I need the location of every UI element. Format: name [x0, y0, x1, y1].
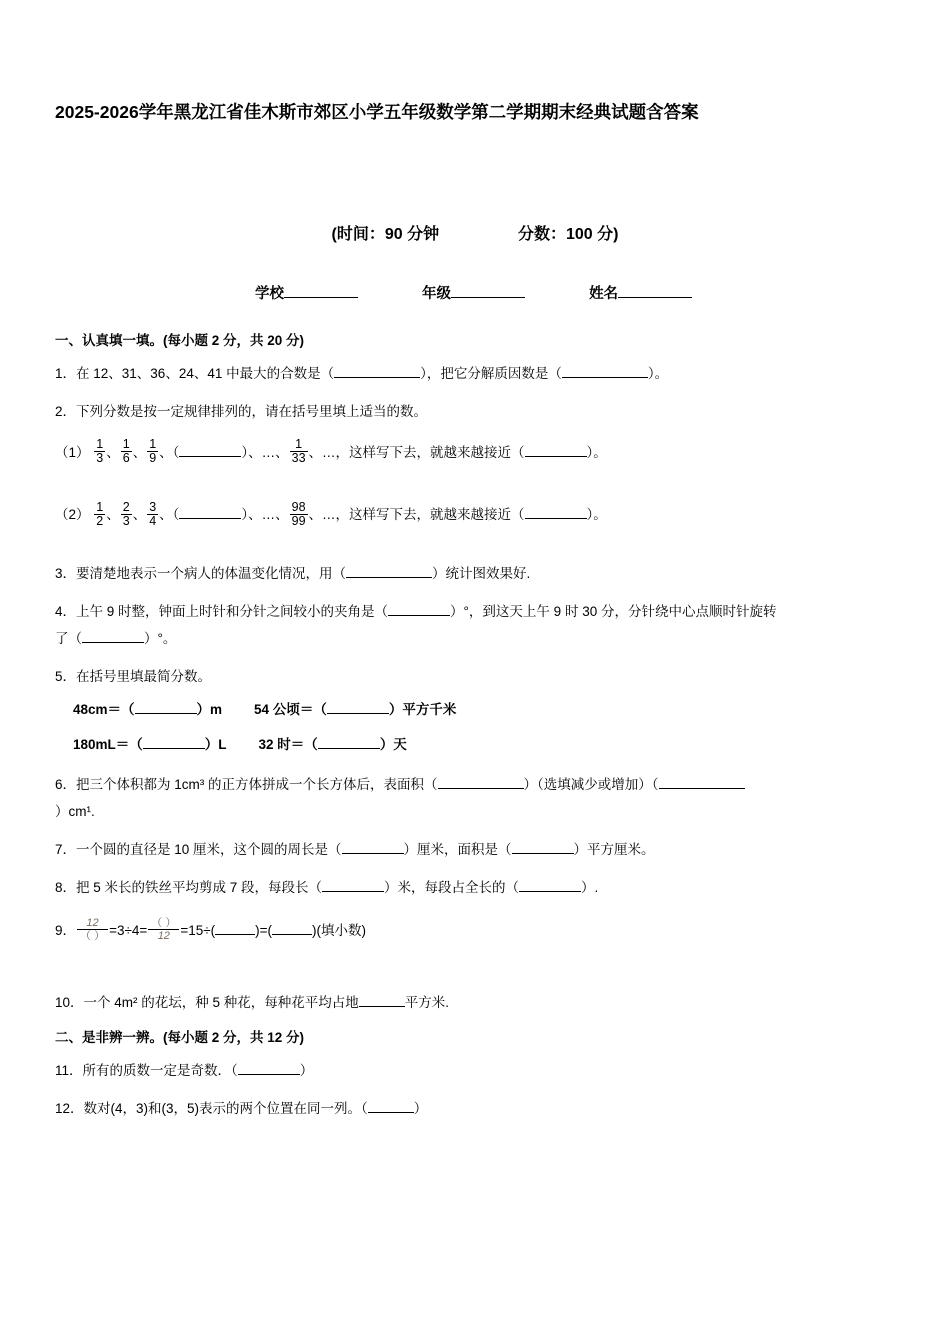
fraction: $\frac{1}{9}$ [149, 437, 157, 466]
answer-blank[interactable] [525, 456, 587, 457]
student-fields [55, 282, 895, 303]
answer-blank[interactable] [135, 713, 197, 714]
exam-score-label: 分数：100 分) [518, 225, 619, 243]
question-1: 1．在 12、31、36、24、41 中最大的合数是（ ），把它分解质因数是（ ）。 [55, 365, 669, 381]
answer-blank[interactable] [238, 1074, 300, 1075]
fraction-with-blank[interactable]: （ ） 12 [148, 917, 179, 942]
question-2-sub-2: （2） $\frac{1}{2}$ 、 $\frac{2}{3}$ 、 $\frac{3}{4}$ 、（ ）、…、 $\frac{98}{99}$ 、…，这样写下去，就越来越接近（ ）。 [55, 499, 607, 528]
answer-blank[interactable] [368, 1112, 414, 1113]
question-9: 9． 12 （ ） =3÷4= （ ） 12 =15÷( )=( )(填小数) [55, 917, 367, 943]
fraction: $\frac{1}{3}$ [96, 437, 104, 466]
answer-blank[interactable] [215, 934, 255, 935]
fraction-with-blank[interactable]: 12 （ ） [77, 917, 108, 942]
question-4: 4．上午 9 时整，钟面上时针和分针之间较小的夹角是（ ）°，到这天上午 9 时 30 分，分针绕中心点顺时针旋转 了（ ）°。 [55, 604, 777, 647]
fraction: $\frac{1}{33}$ [291, 437, 306, 466]
answer-blank[interactable] [359, 1006, 405, 1007]
answer-blank[interactable] [342, 853, 404, 854]
answer-blank[interactable] [525, 518, 587, 519]
answer-blank[interactable] [519, 891, 581, 892]
fraction: $\frac{2}{3}$ [122, 499, 130, 528]
question-7: 7．一个圆的直径是 10 厘米，这个圆的周长是（ ）厘米，面积是（ ）平方厘米。 [55, 842, 655, 858]
section-heading-1: 一、认真填一填。(每小题 2 分，共 20 分) [55, 332, 305, 348]
grade-blank[interactable] [451, 297, 525, 298]
question-2-sub-1: （1） $\frac{1}{3}$ 、 $\frac{1}{6}$ 、 $\frac{1}{9}$ 、（ ）、…、 $\frac{1}{33}$ 、…，这样写下去，就越来越接近（ ）。 [55, 437, 607, 466]
answer-blank[interactable] [82, 642, 144, 643]
question-5-row-1: 48cm＝（ ）m 54 公顷＝（ ）平方千米 [73, 702, 457, 718]
question-6: 6．把三个体积都为 1cm³ 的正方体拼成一个长方体后，表面积（ ）（选填减少或增加）（ ）cm¹. [55, 771, 895, 825]
question-5-row-2: 180mL＝（ ）L 32 时＝（ ）天 [73, 737, 407, 753]
section-heading-2: 二、是非辨一辨。(每小题 2 分，共 12 分) [55, 1030, 305, 1046]
question-3: 3．要清楚地表示一个病人的体温变化情况，用（ ）统计图效果好. [55, 566, 531, 582]
answer-blank[interactable] [327, 713, 389, 714]
answer-blank[interactable] [388, 615, 450, 616]
answer-blank[interactable] [438, 788, 524, 789]
exam-time-label: (时间：90 分钟 [331, 225, 440, 243]
answer-blank[interactable] [334, 377, 420, 378]
name-blank[interactable] [618, 297, 692, 298]
question-11: 11．所有的质数一定是奇数．（ ） [55, 1063, 314, 1079]
fraction: $\frac{3}{4}$ [149, 499, 157, 528]
fraction: $\frac{1}{6}$ [122, 437, 130, 466]
fraction: $\frac{98}{99}$ [291, 499, 306, 528]
exam-meta [55, 221, 895, 244]
answer-blank[interactable] [318, 748, 380, 749]
answer-blank[interactable] [179, 456, 241, 457]
field-school: 学校 [255, 282, 358, 303]
answer-blank[interactable] [322, 891, 384, 892]
question-10: 10．一个 4m² 的花坛，种 5 种花，每种花平均占地 平方米. [55, 995, 450, 1011]
answer-blank[interactable] [179, 518, 241, 519]
school-blank[interactable] [284, 297, 358, 298]
field-name: 姓名 [589, 282, 692, 303]
question-2: 2．下列分数是按一定规律排列的，请在括号里填上适当的数。 [55, 403, 428, 419]
field-grade: 年级 [422, 282, 525, 303]
answer-blank[interactable] [346, 577, 432, 578]
answer-blank[interactable] [512, 853, 574, 854]
question-12: 12．数对(4，3)和(3，5)表示的两个位置在同一列。（ ） [55, 1101, 428, 1117]
answer-blank[interactable] [272, 934, 312, 935]
page-title: 2025-2026学年黑龙江省佳木斯市郊区小学五年级数学第二学期期末经典试题含答案 [55, 102, 699, 122]
answer-blank[interactable] [143, 748, 205, 749]
question-5: 5．在括号里填最简分数。 [55, 669, 212, 685]
answer-blank[interactable] [562, 377, 648, 378]
question-8: 8．把 5 米长的铁丝平均剪成 7 段，每段长（ ）米，每段占全长的（ ）. [55, 880, 599, 896]
answer-blank[interactable] [659, 788, 745, 789]
fraction: $\frac{1}{2}$ [96, 499, 104, 528]
